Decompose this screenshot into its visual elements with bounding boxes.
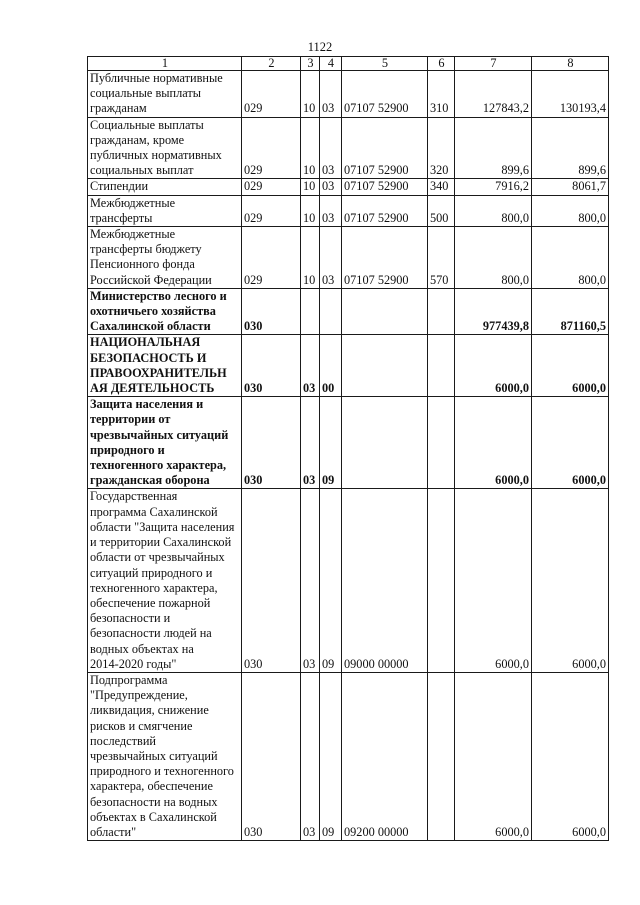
section-code: 03 bbox=[301, 335, 320, 397]
sum-col-7: 6000,0 bbox=[455, 397, 532, 489]
sum-col-8: 6000,0 bbox=[532, 397, 609, 489]
section-code: 10 bbox=[301, 195, 320, 226]
expense-type-code bbox=[428, 489, 455, 672]
sum-col-8: 8061,7 bbox=[532, 179, 609, 195]
section-code: 03 bbox=[301, 397, 320, 489]
department-code: 030 bbox=[242, 335, 301, 397]
expense-name: Публичные нормативные социальные выплаты гражданам bbox=[88, 71, 242, 118]
target-article-code: 09000 00000 bbox=[342, 489, 428, 672]
sum-col-8: 800,0 bbox=[532, 227, 609, 289]
table-header-row bbox=[88, 57, 609, 71]
column-header: 4 bbox=[320, 57, 342, 71]
sum-col-8: 6000,0 bbox=[532, 672, 609, 840]
sum-col-7: 6000,0 bbox=[455, 489, 532, 672]
sum-col-8: 6000,0 bbox=[532, 335, 609, 397]
expense-type-code bbox=[428, 335, 455, 397]
expense-name: Защита населения и территории от чрезвычайных ситуаций природного и техногенного характера, гражданская оборона bbox=[88, 397, 242, 489]
target-article-code: 07107 52900 bbox=[342, 179, 428, 195]
department-code: 029 bbox=[242, 71, 301, 118]
section-code: 03 bbox=[301, 489, 320, 672]
column-header: 7 bbox=[455, 57, 532, 71]
table-row bbox=[88, 672, 609, 840]
table-row bbox=[88, 195, 609, 226]
column-header: 3 bbox=[301, 57, 320, 71]
section-code: 03 bbox=[301, 672, 320, 840]
expense-type-code bbox=[428, 397, 455, 489]
expense-name: Министерство лесного и охотничьего хозяйства Сахалинской области bbox=[88, 288, 242, 335]
page-number: 1122 bbox=[307, 40, 333, 54]
sum-col-7: 7916,2 bbox=[455, 179, 532, 195]
sum-col-7: 800,0 bbox=[455, 227, 532, 289]
expense-type-code: 500 bbox=[428, 195, 455, 226]
column-header: 8 bbox=[532, 57, 609, 71]
table-row bbox=[88, 227, 609, 289]
sum-col-8: 130193,4 bbox=[532, 71, 609, 118]
department-code: 030 bbox=[242, 288, 301, 335]
section-code bbox=[301, 288, 320, 335]
subsection-code: 03 bbox=[320, 71, 342, 118]
subsection-code: 03 bbox=[320, 179, 342, 195]
department-code: 030 bbox=[242, 397, 301, 489]
expense-name: Стипендии bbox=[88, 179, 242, 195]
expense-name: НАЦИОНАЛЬНАЯ БЕЗОПАСНОСТЬ И ПРАВООХРАНИТЕЛЬН АЯ ДЕЯТЕЛЬНОСТЬ bbox=[88, 335, 242, 397]
section-code: 10 bbox=[301, 179, 320, 195]
table-row bbox=[88, 288, 609, 335]
expense-name: Государственная программа Сахалинской области "Защита населения и территории Сахалинской области от чрезвычайных ситуаций природного и техногенного характера, обеспечение пожарной безопасности и безопасности людей на водных объектах на 2014-2020 годы" bbox=[88, 489, 242, 672]
column-header: 2 bbox=[242, 57, 301, 71]
subsection-code: 03 bbox=[320, 195, 342, 226]
table-row bbox=[88, 397, 609, 489]
sum-col-7: 899,6 bbox=[455, 117, 532, 179]
sum-col-8: 899,6 bbox=[532, 117, 609, 179]
target-article-code: 09200 00000 bbox=[342, 672, 428, 840]
column-header: 5 bbox=[342, 57, 428, 71]
department-code: 029 bbox=[242, 117, 301, 179]
subsection-code: 09 bbox=[320, 672, 342, 840]
expense-type-code bbox=[428, 288, 455, 335]
department-code: 029 bbox=[242, 179, 301, 195]
department-code: 030 bbox=[242, 489, 301, 672]
target-article-code: 07107 52900 bbox=[342, 227, 428, 289]
table-row bbox=[88, 179, 609, 195]
table-row bbox=[88, 71, 609, 118]
target-article-code bbox=[342, 335, 428, 397]
target-article-code: 07107 52900 bbox=[342, 117, 428, 179]
department-code: 030 bbox=[242, 672, 301, 840]
section-code: 10 bbox=[301, 227, 320, 289]
sum-col-8: 800,0 bbox=[532, 195, 609, 226]
sum-col-7: 6000,0 bbox=[455, 672, 532, 840]
subsection-code: 03 bbox=[320, 227, 342, 289]
sum-col-7: 977439,8 bbox=[455, 288, 532, 335]
expense-type-code: 320 bbox=[428, 117, 455, 179]
expense-name: Социальные выплаты гражданам, кроме публичных нормативных социальных выплат bbox=[88, 117, 242, 179]
expense-name: Подпрограмма "Предупреждение, ликвидация, снижение рисков и смягчение последствий чрезвычайных ситуаций природного и техногенного характера, обеспечение безопасности на водных объектах в Сахалинской области" bbox=[88, 672, 242, 840]
column-header: 1 bbox=[88, 57, 242, 71]
target-article-code: 07107 52900 bbox=[342, 195, 428, 226]
expense-type-code: 310 bbox=[428, 71, 455, 118]
sum-col-7: 127843,2 bbox=[455, 71, 532, 118]
table-row bbox=[88, 335, 609, 397]
sum-col-8: 871160,5 bbox=[532, 288, 609, 335]
table-row bbox=[88, 117, 609, 179]
subsection-code: 09 bbox=[320, 489, 342, 672]
subsection-code: 09 bbox=[320, 397, 342, 489]
expense-type-code: 570 bbox=[428, 227, 455, 289]
budget-table bbox=[87, 56, 609, 841]
target-article-code bbox=[342, 288, 428, 335]
target-article-code: 07107 52900 bbox=[342, 71, 428, 118]
department-code: 029 bbox=[242, 227, 301, 289]
sum-col-7: 6000,0 bbox=[455, 335, 532, 397]
column-header: 6 bbox=[428, 57, 455, 71]
expense-type-code: 340 bbox=[428, 179, 455, 195]
expense-name: Межбюджетные трансферты бюджету Пенсионного фонда Российской Федерации bbox=[88, 227, 242, 289]
expense-name: Межбюджетные трансферты bbox=[88, 195, 242, 226]
department-code: 029 bbox=[242, 195, 301, 226]
subsection-code: 03 bbox=[320, 117, 342, 179]
section-code: 10 bbox=[301, 71, 320, 118]
sum-col-7: 800,0 bbox=[455, 195, 532, 226]
table-row bbox=[88, 489, 609, 672]
subsection-code: 00 bbox=[320, 335, 342, 397]
subsection-code bbox=[320, 288, 342, 335]
expense-type-code bbox=[428, 672, 455, 840]
section-code: 10 bbox=[301, 117, 320, 179]
target-article-code bbox=[342, 397, 428, 489]
sum-col-8: 6000,0 bbox=[532, 489, 609, 672]
